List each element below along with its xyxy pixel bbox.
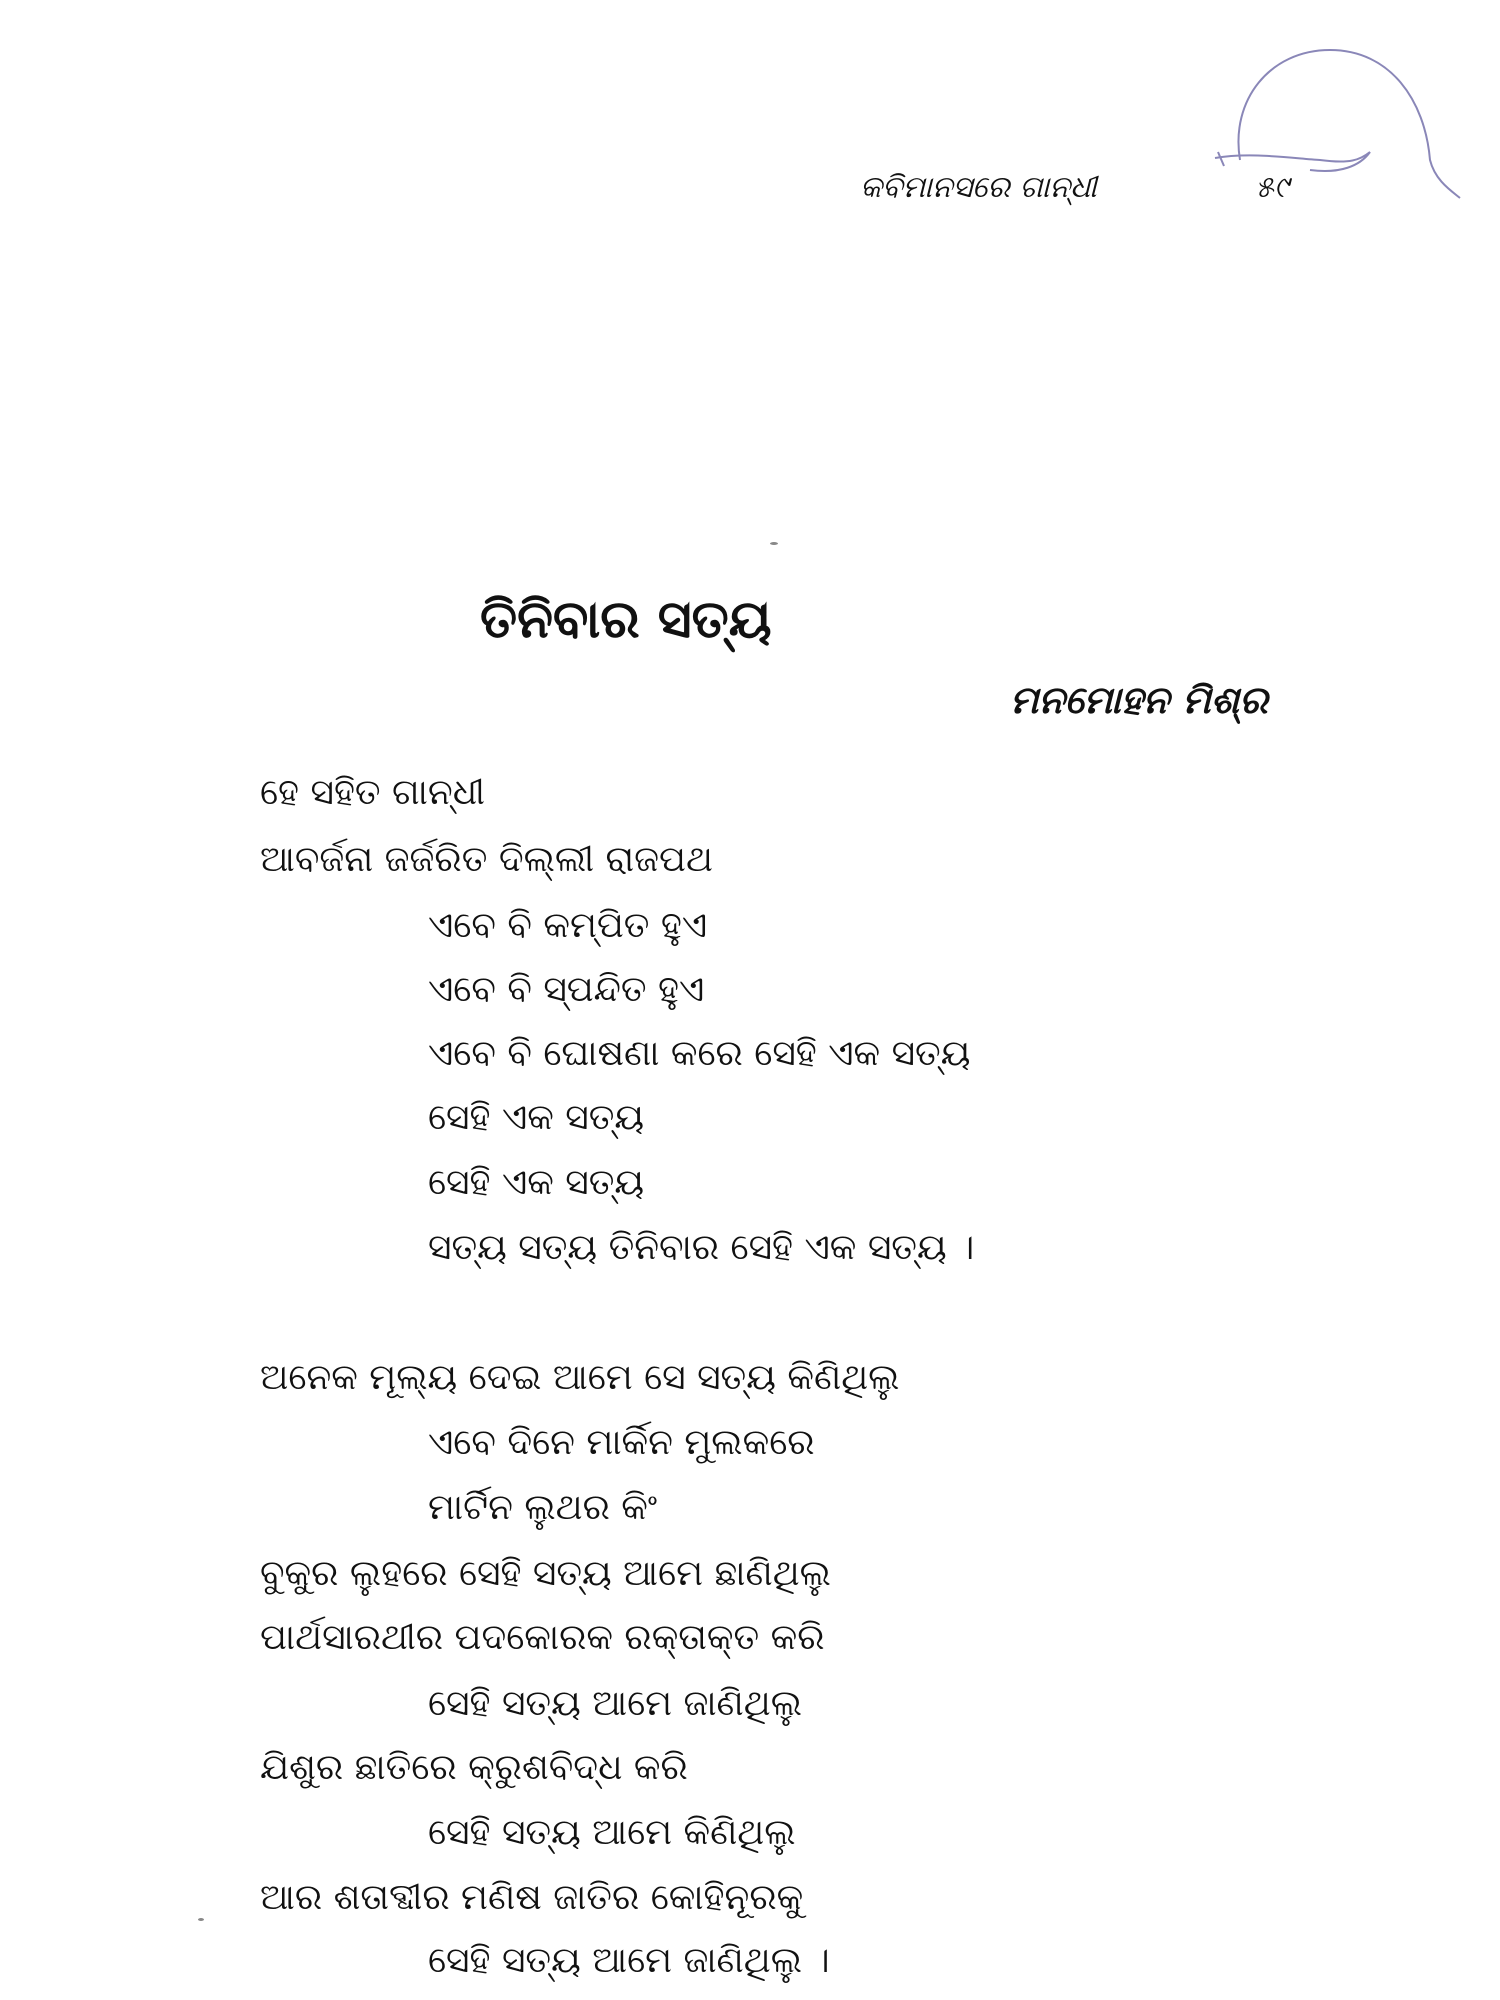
poem-line: ଅନେକ ମୂଲ୍ୟ ଦେଇ ଆମେ ସେ ସତ୍ୟ କିଣିଥିଲୁ (260, 1357, 900, 1398)
poem-line: ସେହି ଏକ ସତ୍ୟ (428, 1097, 645, 1138)
poem-line: ସତ୍ୟ ସତ୍ୟ ତିନିବାର ସେହି ଏକ ସତ୍ୟ । (428, 1227, 975, 1268)
poem-line: ସେହି ସତ୍ୟ ଆମେ ଜାଣିଥିଲୁ । (428, 1940, 830, 1981)
poem-line: ମାର୍ଟିନ ଲୁଥର କିଂ (428, 1487, 658, 1528)
scan-speck (770, 542, 778, 545)
poem-line: ସେହି ଏକ ସତ୍ୟ (428, 1162, 645, 1203)
poem-line: ପାର୍ଥସାରଥୀର ପଦକୋରକ ରକ୍ତାକ୍ତ କରି (260, 1617, 825, 1658)
poem-title: ତିନିବାର ସତ୍ୟ (480, 590, 772, 650)
poet-name: ମନମୋହନ ମିଶ୍ର (1010, 678, 1268, 722)
library-stamp-mark (1210, 40, 1470, 210)
poem-line: ଏବେ ଦିନେ ମାର୍କିନ ମୁଲକରେ (428, 1422, 815, 1463)
poem-line: ଏବେ ବି କମ୍ପିତ ହୁଏ (428, 905, 708, 946)
header-book-title: କବିମାନସରେ ଗାନ୍ଧୀ (860, 170, 1097, 205)
poem-line: ସେହି ସତ୍ୟ ଆମେ ଜାଣିଥିଲୁ (428, 1683, 803, 1724)
poem-line: ଏବେ ବି ସ୍ପନ୍ଦିତ ହୁଏ (428, 969, 705, 1010)
poem-line: ଏବେ ବି ଘୋଷଣା କରେ ସେହି ଏକ ସତ୍ୟ (428, 1033, 971, 1074)
poem-line: ଯିଶୁର ଛାତିରେ କ୍ରୁଶବିଦ୍ଧ କରି (260, 1747, 688, 1788)
poem-line: ଆବର୍ଜନା ଜର୍ଜରିତ ଦିଲ୍ଲୀ ରାଜପଥ (260, 839, 713, 880)
poem-line: ସେହି ସତ୍ୟ ଆମେ କିଣିଥିଲୁ (428, 1812, 796, 1853)
poem-line: ଆର ଶତାବ୍ଦୀର ମଣିଷ ଜାତିର କୋହିନୂରକୁ (260, 1877, 804, 1918)
poem-line: ବୁକୁର ଲୁହରେ ସେହି ସତ୍ୟ ଆମେ ଛାଣିଥିଲୁ (260, 1553, 831, 1594)
scan-speck (198, 1918, 204, 1921)
poem-line: ହେ ସହିତ ଗାନ୍ଧୀ (260, 772, 485, 813)
page-number: ୫୯ (1255, 170, 1289, 205)
